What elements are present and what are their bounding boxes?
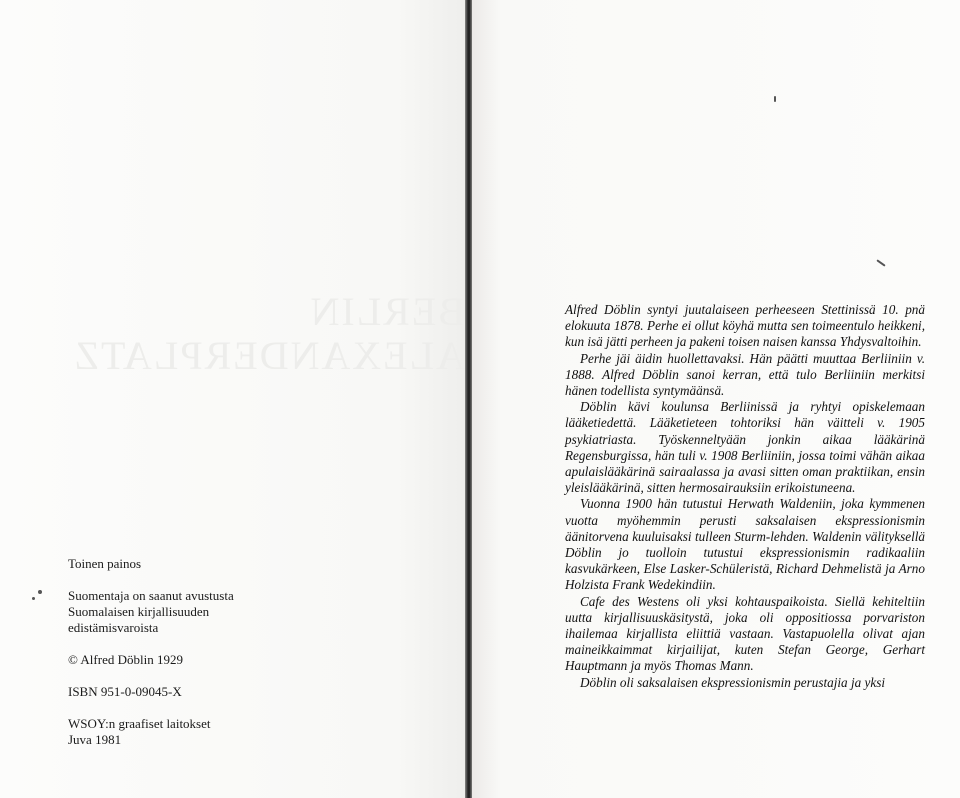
translator-line: Suomalaisen kirjallisuuden [68, 604, 210, 619]
paper-speck [32, 597, 35, 600]
translator-line: edistämisvaroista [68, 620, 159, 635]
printer-place-line: Juva 1981 [68, 732, 122, 747]
translator-line: Suomentaja on saanut avustusta [68, 588, 234, 603]
bio-paragraph: Perhe jäi äidin huollettavaksi. Hän päätti muuttaa Berliiniin v. 1888. Alfred Döblin sanoi kerran, että tulo Berliiniin merkitsi hänen todellista syntymäänsä. [565, 350, 925, 399]
bio-paragraph: Döblin oli saksalaisen ekspressionismin perustajia ja yksi [580, 674, 886, 690]
paper-speck [774, 96, 776, 102]
printer-line: WSOY:n graafiset laitokset [68, 716, 211, 731]
colophon [68, 556, 318, 748]
bio-paragraph: Döblin kävi koulunsa Berliinissä ja ryhtyi opiskelemaan lääketiedettä. Lääketieteen tohtoriksi hän väitteli v. 1905 psykiatriasta. Työskenneltyään jonkin aikaa lääkärinä Regensburgissa, hän tuli v. 1908 Berliiniin, jossa toimi vähän aikaa apulaislääkärinä sairaalassa ja avasi sitten oman praktiikan, ensin yleislääkärinä, sitten hermosairauksiin erikoistuneena. [565, 399, 925, 496]
bio-paragraph: Cafe des Westens oli yksi kohtauspaikoista. Siellä kehiteltiin uutta kirjallisuuskäsitystä, joka oli oppositiossa porvariston ihailemaa kirjallista eliittiä vastaan. Vastapuolella olivat ajan maineikkaimmat kirjailijat, kuten Stefan George, Gerhart Hauptmann ja myös Thomas Mann. [565, 593, 925, 674]
bio-paragraph: Alfred Döblin syntyi juutalaiseen perheeseen Stettinissä 10. pnä elokuuta 1878. Perhe ei ollut köyhä mutta sen toimeentulo heikkeni, kun isä jätti perheen ja pakeni toisen naisen kanssa Yhdysvaltoihin. [565, 302, 925, 350]
left-page [0, 0, 466, 798]
edition-line: Toinen painos [68, 556, 142, 571]
author-biography [565, 302, 925, 691]
isbn-line: ISBN 951-0-09045-X [68, 684, 182, 699]
copyright-line: © Alfred Döblin 1929 [68, 652, 183, 667]
book-gutter [465, 0, 472, 798]
bio-paragraph: Vuonna 1900 hän tutustui Herwath Waldeniin, joka kymmenen vuotta myöhemmin perusti saksalaisen ekspressionismin äänitorvena kuuluisaksi tulleen Sturm-lehden. Waldenin välityksellä Döblin jo tuolloin tutustui ekspressionismin radikaaliin kasvukärkeen, Else Lasker-Schüleristä, Richard Dehmelistä ja Arno Holzista Frank Wedekindiin. [565, 496, 925, 593]
show-through-text: BERLIN ALEXANDERPLATZ [72, 289, 465, 378]
paper-speck [876, 259, 885, 266]
paper-speck [38, 590, 42, 594]
